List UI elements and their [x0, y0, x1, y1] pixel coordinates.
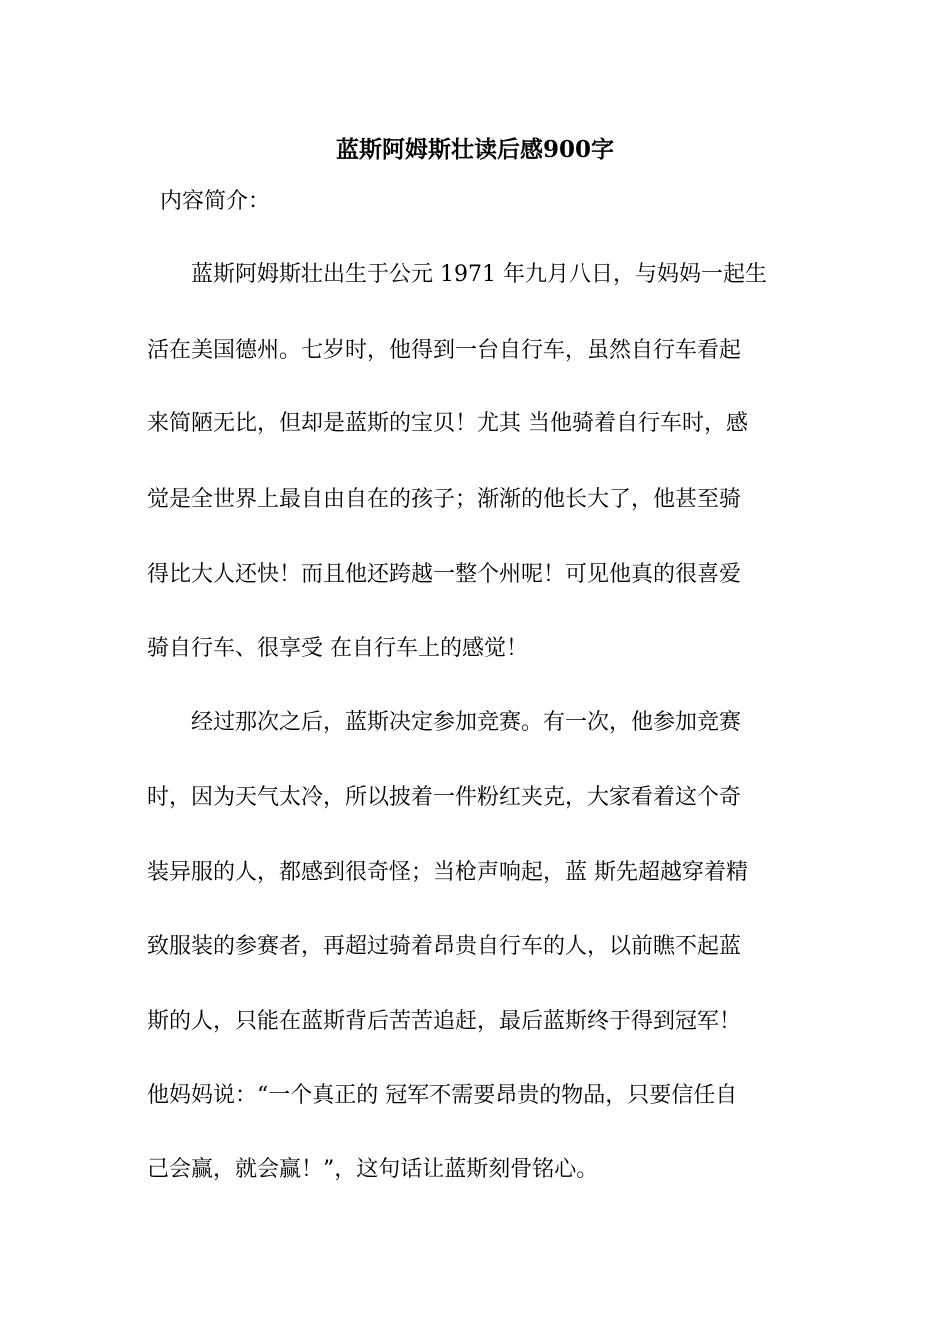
intro-label: 内容简介：: [160, 189, 271, 214]
body-line: 致服装的参赛者，再超过骑着昂贵自行车的人，以前瞧不起蓝: [147, 934, 742, 959]
document-title: 蓝斯阿姆斯壮读后感900字: [335, 136, 614, 163]
body-line: 时，因为天气太冷，所以披着一件粉红夹克，大家看着这个奇: [147, 785, 742, 810]
body-line: 活在美国德州。七岁时，他得到一台自行车，虽然自行车看起: [147, 338, 742, 363]
body-line: 得比大人还快！而且他还跨越一整个州呢！可见他真的很喜爱: [147, 562, 742, 587]
body-line: 装异服的人，都感到很奇怪；当枪声响起，蓝 斯先超越穿着精: [147, 860, 748, 885]
body-line: 经过那次之后，蓝斯决定参加竞赛。有一次，他参加竞赛: [147, 710, 742, 735]
body-line: 蓝斯阿姆斯壮出生于公元 1971 年九月八日，与妈妈一起生: [147, 262, 767, 287]
body-line: 他妈妈说：“一个真正的 冠军不需要昂贵的物品，只要信任自: [147, 1083, 738, 1108]
body-line: 斯的人，只能在蓝斯背后苦苦追赶，最后蓝斯终于得到冠军！: [147, 1009, 742, 1034]
body-line: 觉是全世界上最自由自在的孩子；渐渐的他长大了，他甚至骑: [147, 487, 742, 512]
body-line: 己会赢，就会赢！”，这句话让蓝斯刻骨铭心。: [147, 1157, 599, 1182]
body-line: 骑自行车、很享受 在自行车上的感觉！: [147, 636, 528, 661]
body-line: 来简陋无比，但却是蓝斯的宝贝！尤其 当他骑着自行车时，感: [147, 411, 748, 436]
